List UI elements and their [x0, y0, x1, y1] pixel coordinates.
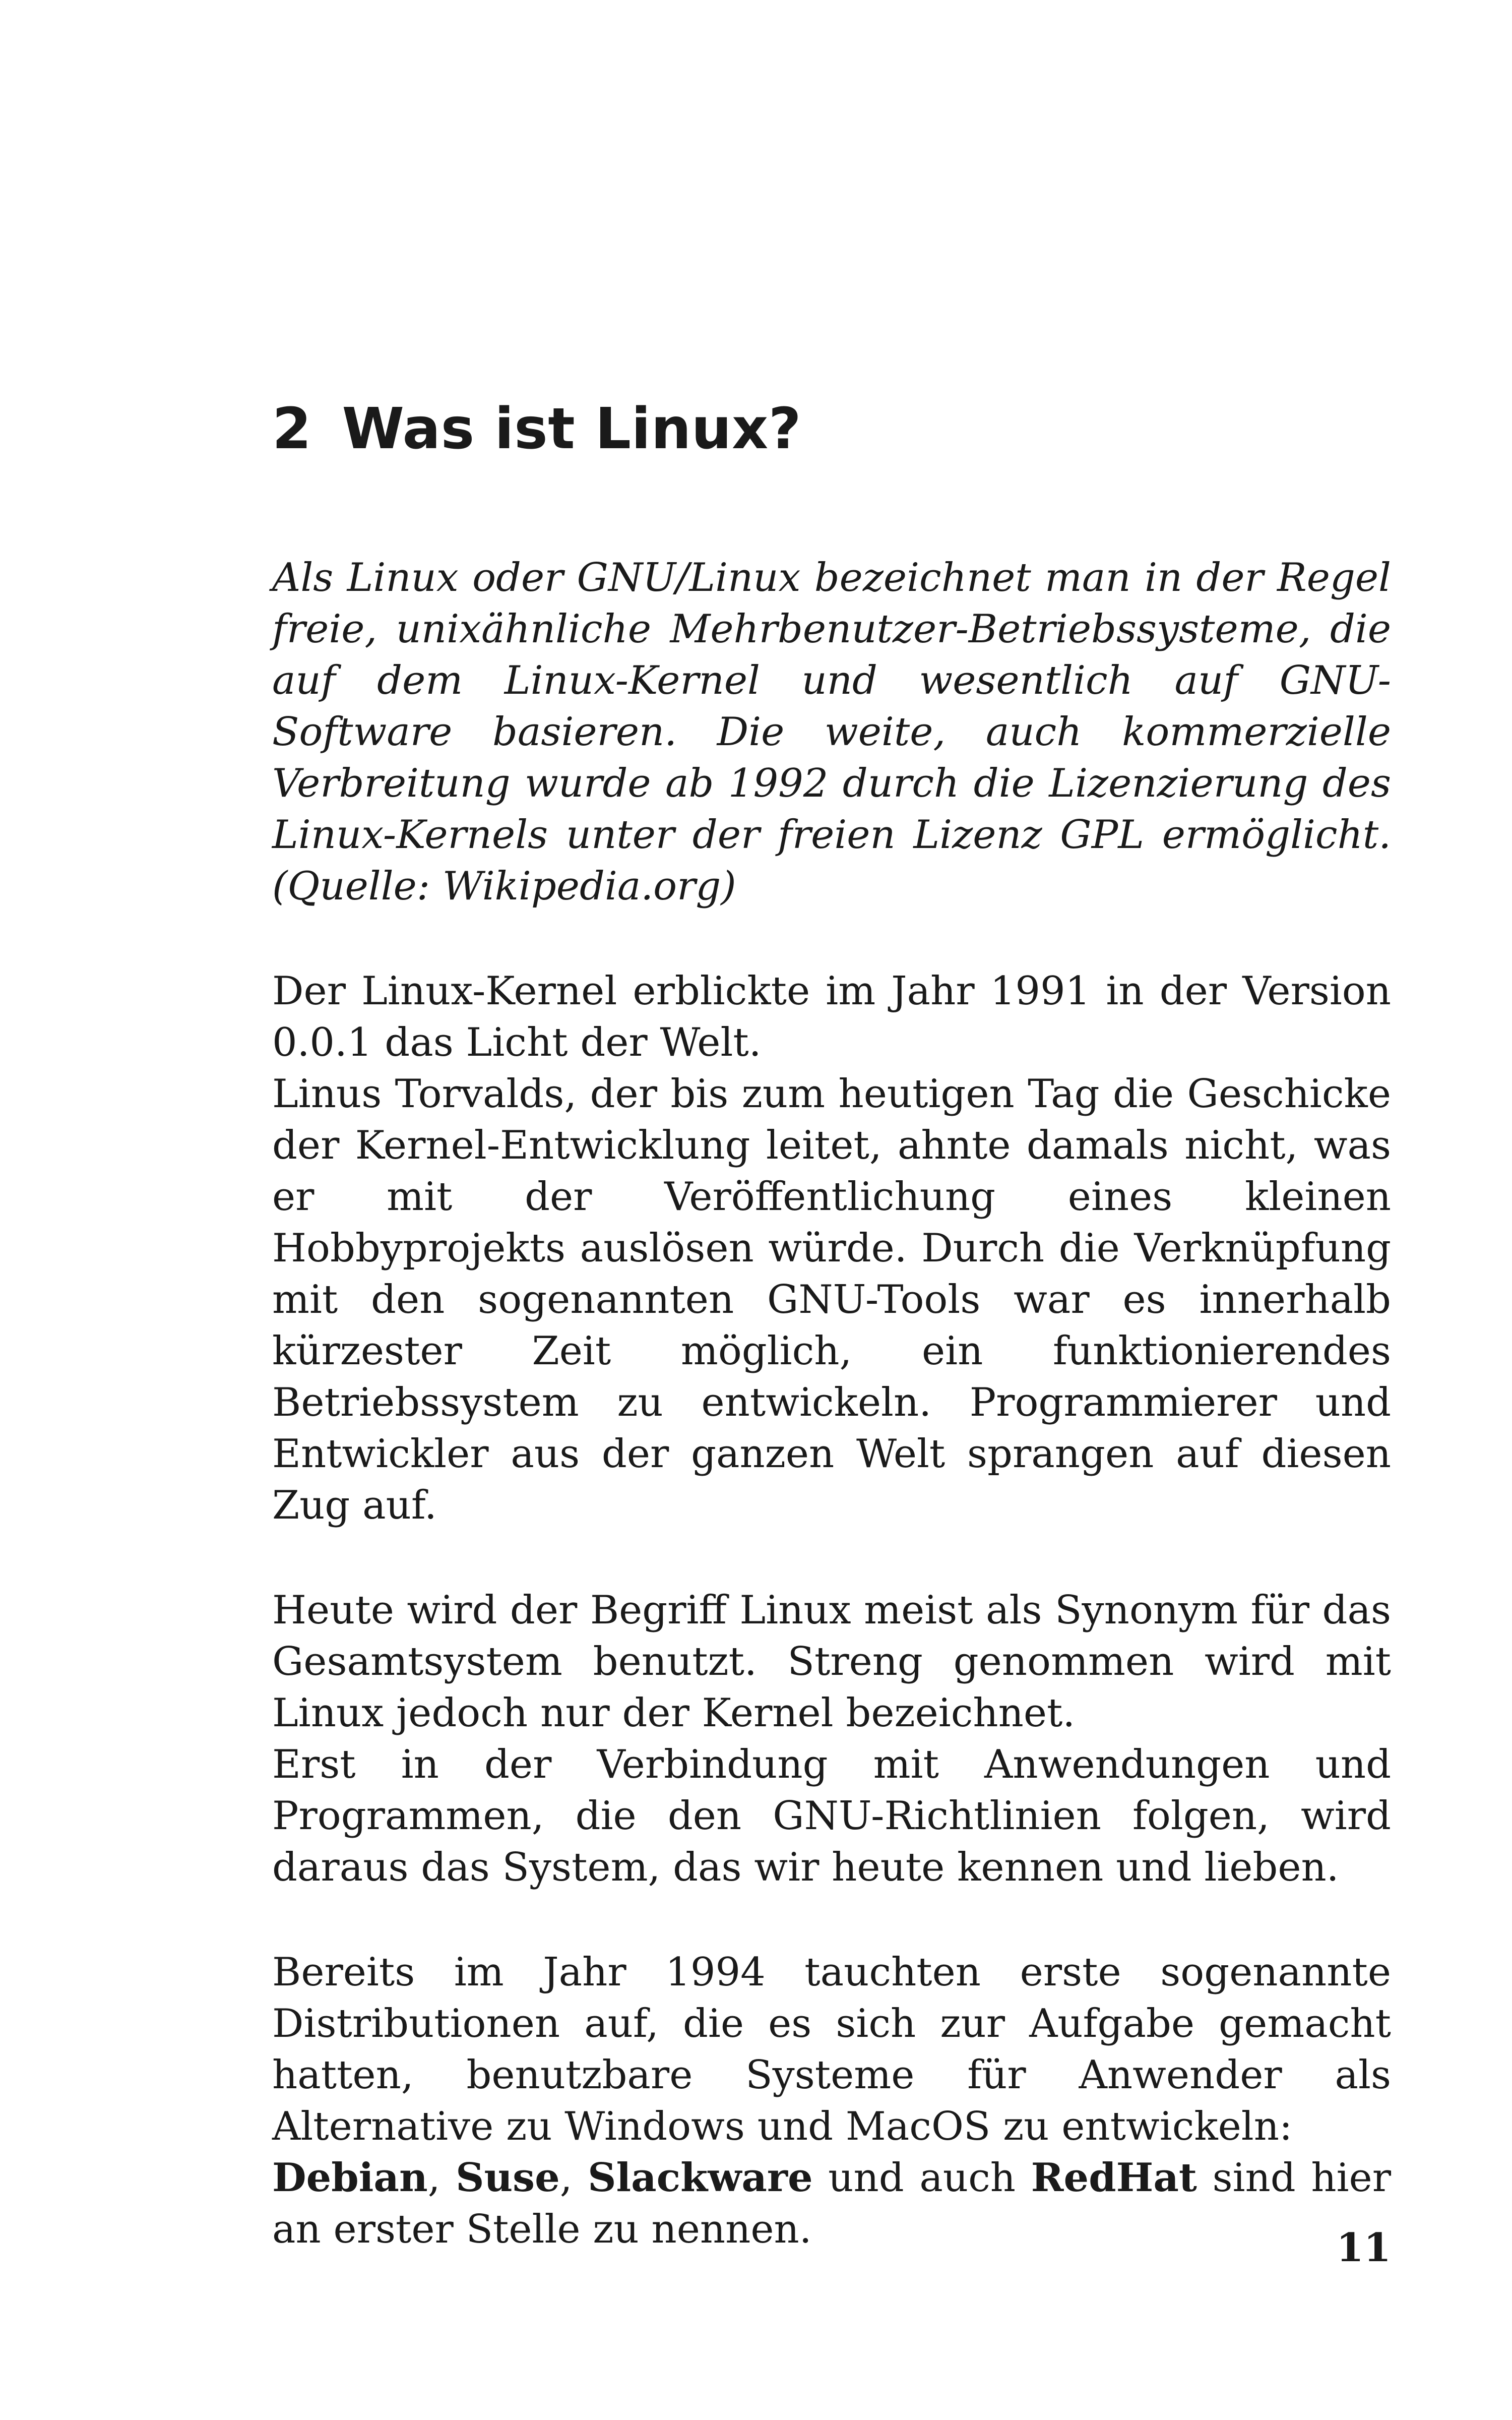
- distro-connector: und auch: [812, 2155, 1031, 2201]
- distro-debian: Debian: [272, 2155, 428, 2201]
- distro-redhat: RedHat: [1031, 2155, 1197, 2201]
- chapter-heading: [272, 398, 1391, 460]
- chapter-number: 2: [272, 396, 312, 462]
- distro-separator: ,: [559, 2155, 588, 2201]
- paragraph-kernel-birth: Der Linux-Kernel erblickte im Jahr 1991 in der Version 0.0.1 das Licht der Welt.: [272, 969, 1391, 1065]
- intro-quote: Als Linux oder GNU/Linux bezeichnet man in der Regel freie, unixähnliche Mehrbenutzer-Betriebssysteme, die auf dem Linux-Kernel und wesentlich auf GNU-Software basieren. Die weite, auch kommerzielle Verbreitung wurde ab 1992 durch die Lizenzierung des Linux-Kernels unter der freien Lizenz GPL ermöglicht. (Quelle: Wikipedia.org): [272, 555, 1391, 909]
- paragraph-linux-synonym: Heute wird der Begriff Linux meist als Synonym für das Gesamtsystem benutzt. Streng genommen wird mit Linux jedoch nur der Kernel bezeichnet.: [272, 1588, 1391, 1736]
- distro-suse: Suse: [456, 2155, 560, 2201]
- chapter-title-text: Was ist Linux?: [342, 396, 802, 462]
- chapter-body: [272, 552, 1391, 2255]
- paragraph-distributions: Bereits im Jahr 1994 tauchten erste sogenannte Distributionen auf, die es sich zur Aufgabe gemacht hatten, benutzbare Systeme für Anwender als Alternative zu Windows und MacOS zu entwickeln:: [272, 1950, 1391, 2149]
- page-number: 11: [1336, 2225, 1391, 2271]
- paragraph-gnu-guidelines: Erst in der Verbindung mit Anwendungen und Programmen, die den GNU-Richtlinien folgen, wird daraus das System, das wir heute kennen und lieben.: [272, 1742, 1391, 1890]
- distro-slackware: Slackware: [588, 2155, 813, 2201]
- paragraph-distribution-list: [272, 2152, 1391, 2255]
- distro-tail-text: sind hier an erster Stelle zu nennen.: [272, 2155, 1391, 2252]
- paragraph-torvalds: Linus Torvalds, der bis zum heutigen Tag die Geschicke der Kernel-Entwicklung leitet, ahnte damals nicht, was er mit der Veröffentlichung eines kleinen Hobbyprojekts auslösen würde. Durch die Verknüpfung mit den sogenannten GNU-Tools war es innerhalb kürzester Zeit möglich, ein funktionierendes Betriebssystem zu entwickeln. Programmierer und Entwickler aus der ganzen Welt sprangen auf diesen Zug auf.: [272, 1071, 1391, 1528]
- distro-separator: ,: [427, 2155, 456, 2201]
